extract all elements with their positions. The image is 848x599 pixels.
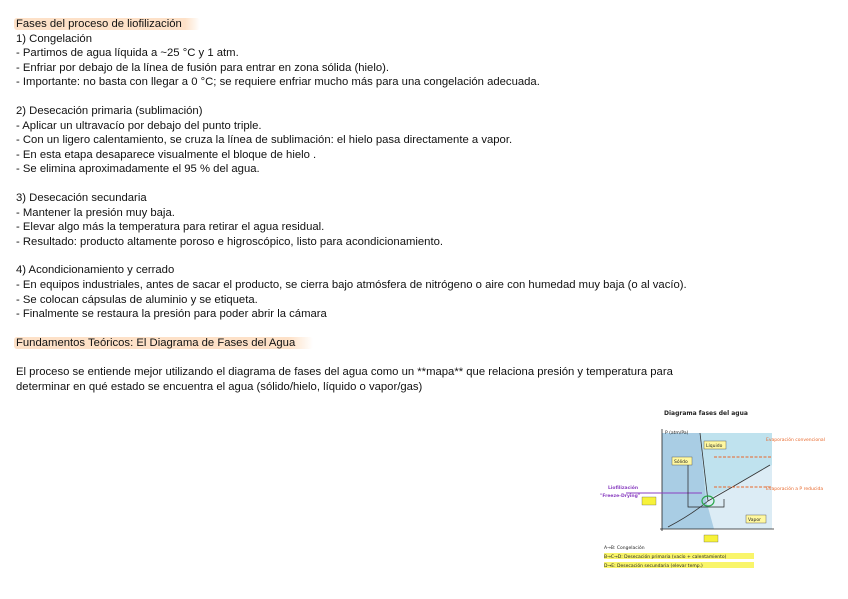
step-heading: 4) Acondicionamiento y cerrado [16, 264, 175, 277]
step-heading: 1) Congelación [16, 32, 92, 45]
highlighted-heading: Fundamentos Teóricos: El Diagrama de Fases del Agua [14, 337, 313, 349]
intro-paragraph [16, 365, 836, 394]
lyophilization-label: Liofilización [608, 486, 639, 491]
bullet-line: - Con un ligero calentamiento, se cruza la línea de sublimación: el hielo pasa directamente a vapor. [16, 134, 513, 147]
bullet-line: - En equipos industriales, antes de sacar el producto, se cierra bajo atmósfera de nitrógeno o aire con humedad muy baja (o al vacío). [16, 278, 687, 291]
bullet-line: - Importante: no basta con llegar a 0 °C; se requiere enfriar mucho más para una congelación adecuada. [16, 76, 540, 89]
document-body [16, 17, 836, 394]
section-title-phases [16, 17, 836, 32]
evaporation-reduced-label: Evaporación a P reducida [766, 487, 824, 492]
bullet-line: - Se colocan cápsulas de aluminio y se etiqueta. [16, 293, 258, 306]
diagram-note: B→C→D: Desecación primaria (vacío + calentamiento) [604, 555, 727, 560]
phase-diagram-sketch [596, 405, 825, 585]
vapor-label: Vapor [748, 518, 761, 523]
diagram-note: D→E: Desecación secundaria (elevar temp.) [604, 564, 703, 569]
step-heading: 3) Desecación secundaria [16, 191, 147, 204]
bullet-line: - Se elimina aproximadamente el 95 % del agua. [16, 163, 260, 176]
freeze-drying-label: "Freeze-Drying" [600, 494, 641, 499]
bullet-line: - Mantener la presión muy baja. [16, 206, 175, 219]
section-conditioning [16, 263, 836, 321]
bullet-line: - En esta etapa desaparece visualmente el bloque de hielo . [16, 148, 317, 161]
evaporation-label: Evaporación convencional [766, 438, 825, 443]
y-axis-label: P (atm/Pa) [665, 431, 689, 436]
state-e-box [704, 535, 718, 542]
diagram-note: A→B: Congelación [604, 546, 645, 551]
section-title-fundamentals [16, 336, 836, 351]
bullet-line: - Partimos de agua líquida a ~25 °C y 1 atm. [16, 47, 239, 60]
phase-diagram-svg [596, 405, 825, 585]
bullet-line: - Resultado: producto altamente poroso e higroscópico, listo para acondicionamiento. [16, 235, 444, 248]
section-primary-drying [16, 104, 836, 177]
bullet-line: - Aplicar un ultravacío por debajo del punto triple. [16, 119, 262, 132]
bullet-line: - Elevar algo más la temperatura para retirar el agua residual. [16, 221, 325, 234]
highlighted-heading: Fases del proceso de liofilización [14, 18, 200, 30]
intro-line: determinar en qué estado se encuentra el agua (sólido/hielo, líquido o vapor/gas) [16, 380, 423, 393]
state-a-box [642, 497, 656, 505]
section-freezing [16, 17, 836, 90]
section-secondary-drying [16, 191, 836, 249]
bullet-line: - Enfriar por debajo de la línea de fusión para entrar en zona sólida (hielo). [16, 61, 390, 74]
diagram-title: Diagrama fases del agua [664, 410, 748, 417]
bullet-line: - Finalmente se restaura la presión para poder abrir la cámara [16, 308, 327, 321]
solid-label: Sólido [674, 460, 688, 465]
intro-line: El proceso se entiende mejor utilizando el diagrama de fases del agua como un **mapa** que relaciona presión y temperatura para [16, 366, 673, 379]
liquid-label: Líquido [706, 444, 723, 449]
step-heading: 2) Desecación primaria (sublimación) [16, 104, 203, 117]
